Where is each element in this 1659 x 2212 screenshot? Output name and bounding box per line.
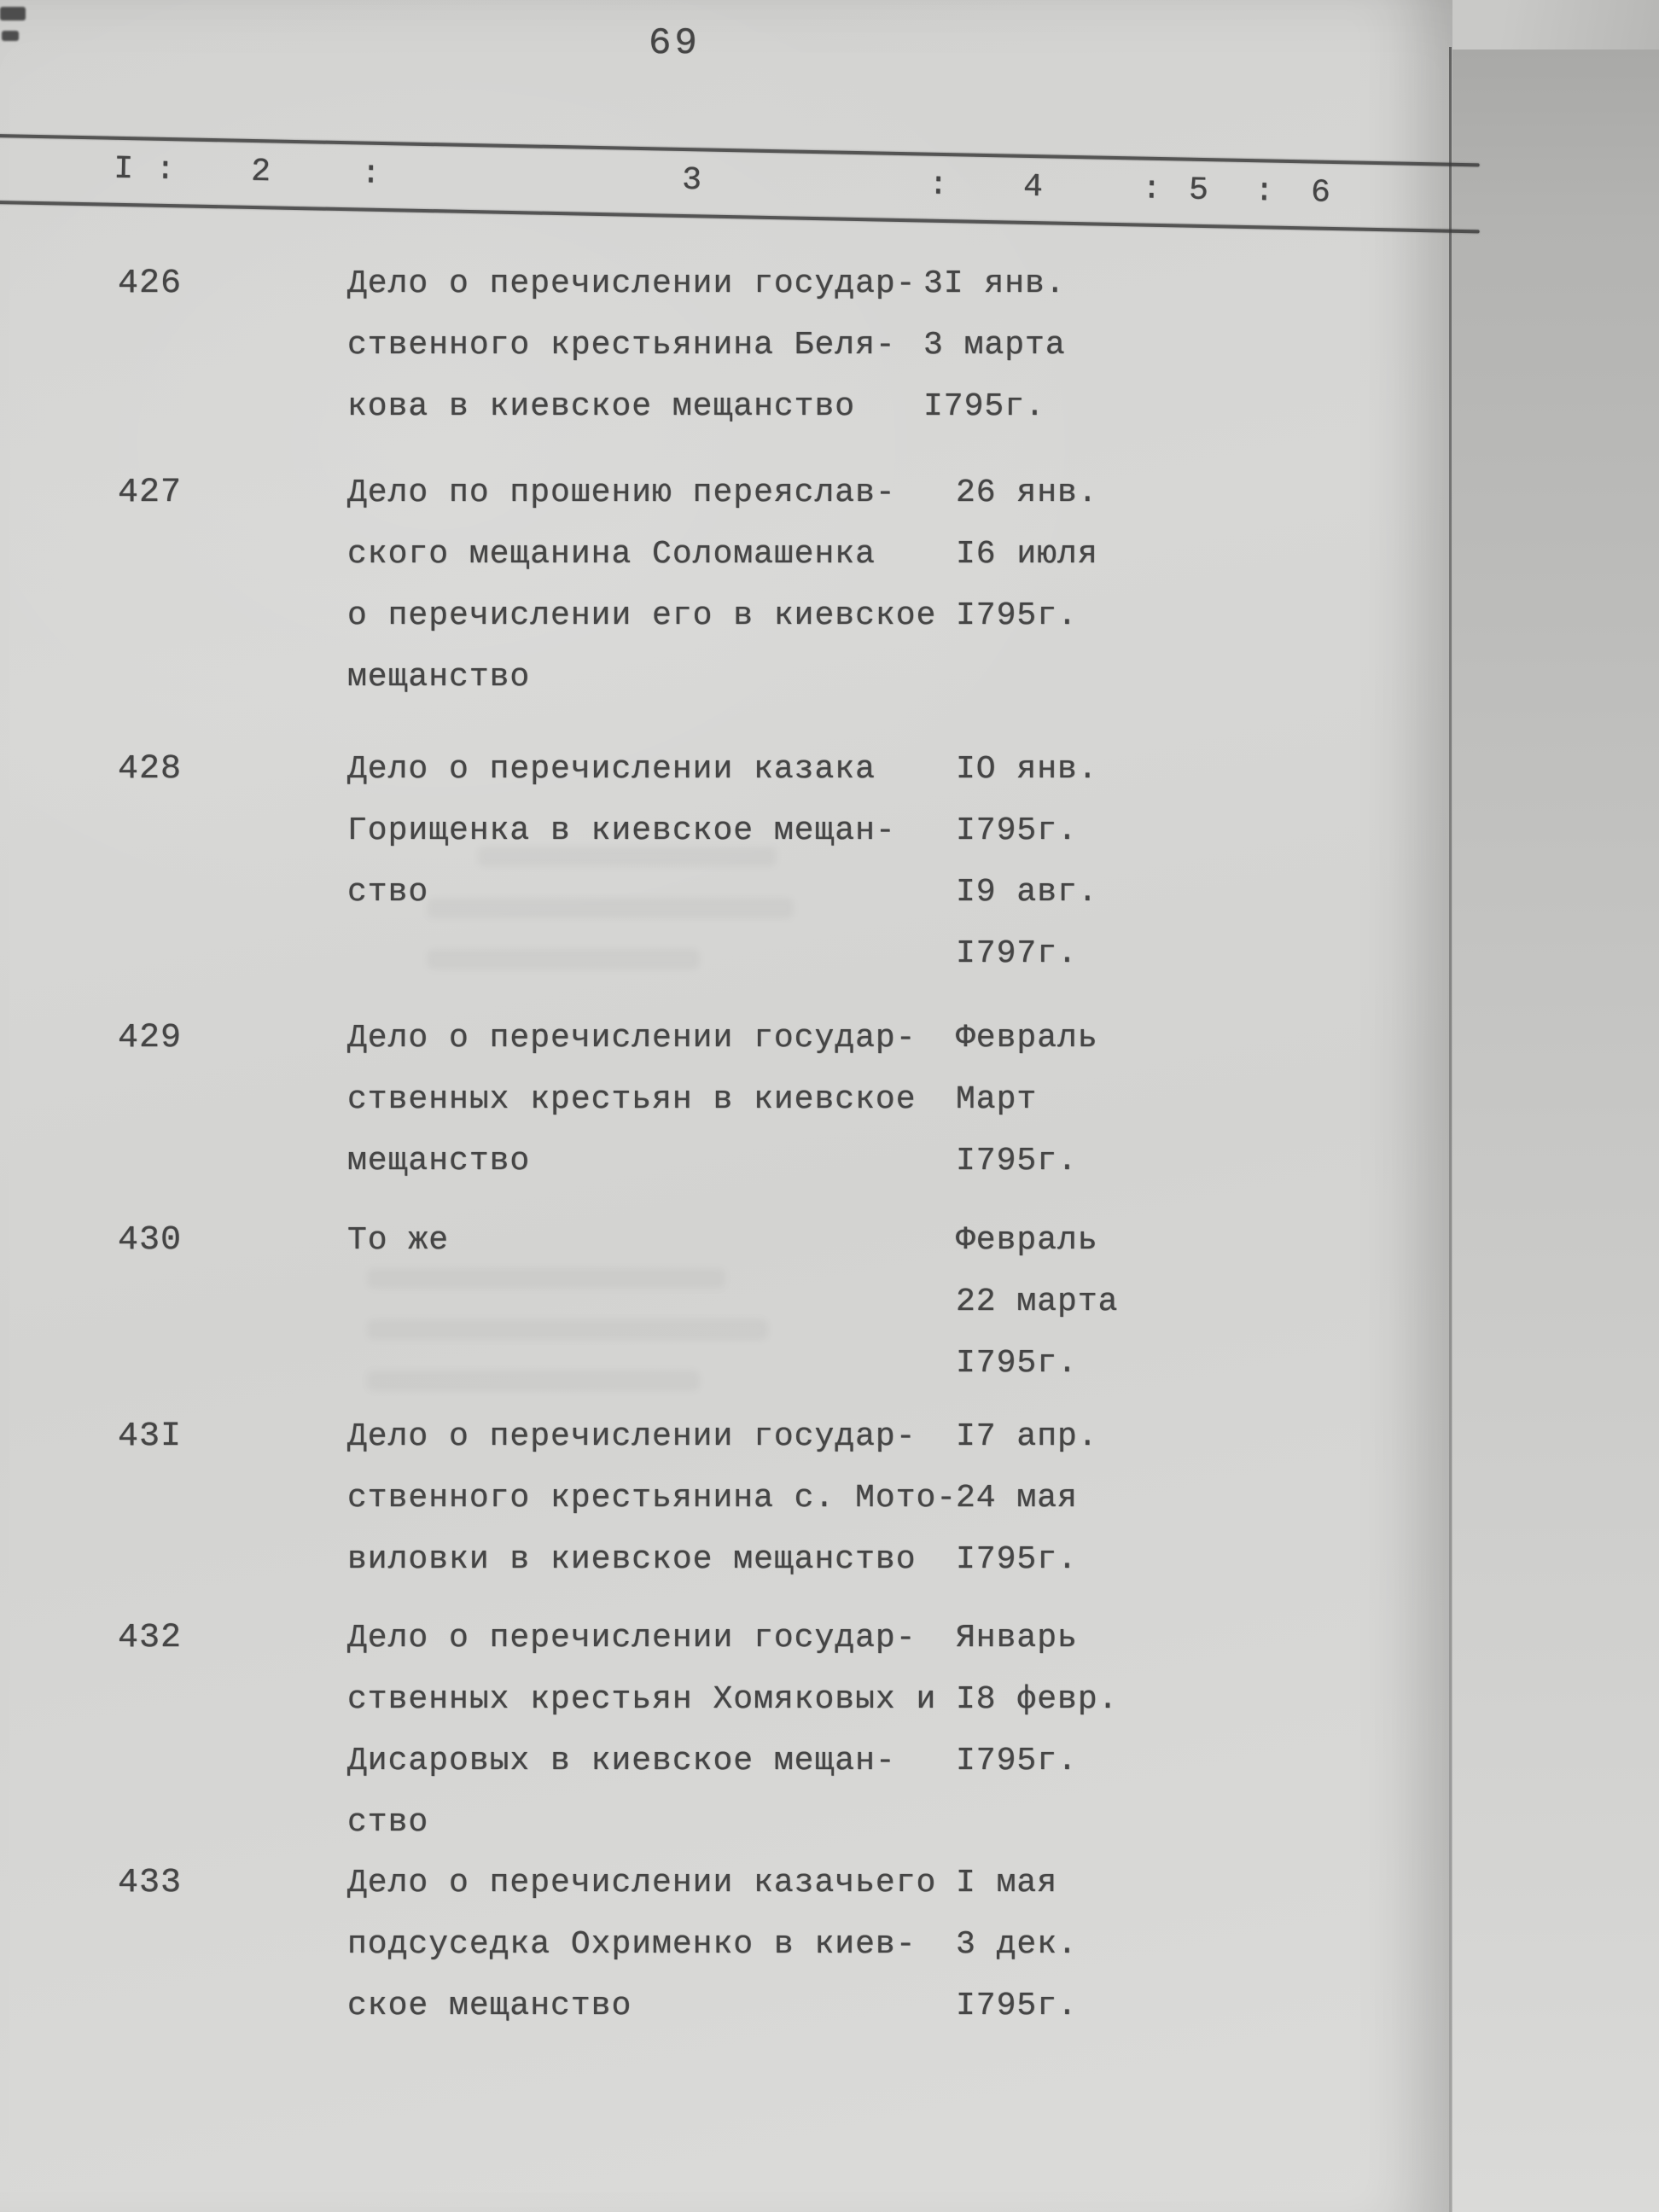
description-line: о перечислении его в киевское [347, 597, 937, 634]
entry-description [347, 739, 965, 923]
column-separator: : [1141, 171, 1163, 208]
description-line: ство [347, 874, 429, 911]
page-edge [1449, 47, 1452, 2212]
date-line: I7 апр. [956, 1418, 1098, 1455]
column-header-6: 6 [1310, 174, 1332, 212]
entry-dates [956, 1608, 1229, 1792]
entry-description [347, 463, 965, 708]
entry-number: 428 [118, 750, 183, 789]
description-line: Дисаровых в киевское мещан- [347, 1743, 896, 1779]
scan-artifact [2, 31, 19, 41]
entry-number: 432 [118, 1619, 183, 1657]
description-line: Дело о перечислении казачьего [347, 1865, 937, 1901]
date-line: I8 февр. [956, 1681, 1119, 1718]
scan-artifact [0, 7, 26, 20]
entry-dates [956, 463, 1229, 647]
entry-description [347, 253, 965, 438]
date-line: Март [956, 1081, 1038, 1118]
entry-number: 429 [118, 1019, 183, 1057]
bleed-through-ghost [367, 1371, 700, 1391]
column-separator: : [154, 151, 177, 189]
description-line: Дело о перечислении казака [347, 751, 876, 788]
description-line: ское мещанство [347, 1988, 632, 2024]
column-header-4: 4 [1022, 168, 1045, 207]
description-line: мещанство [347, 659, 531, 696]
description-line: То же [347, 1222, 450, 1259]
entry-dates [923, 253, 1196, 438]
entry-number: 430 [118, 1221, 183, 1260]
entry-dates [956, 739, 1229, 985]
description-line: ственного крестьянина Беля- [347, 327, 896, 364]
date-line: I795г. [956, 597, 1078, 634]
entry-number: 43I [118, 1417, 183, 1456]
date-line: I9 авг. [956, 874, 1098, 911]
entry-dates [956, 1853, 1229, 2037]
entry-number: 427 [118, 474, 183, 512]
entry-description [347, 1210, 965, 1272]
date-line: I795г. [956, 1988, 1078, 2024]
date-line: 24 мая [956, 1480, 1078, 1516]
description-line: кова в киевское мещанство [347, 388, 856, 425]
scanner-background-top-corner [1437, 0, 1659, 49]
description-line: Дело о перечислении государ- [347, 1620, 917, 1656]
column-separator: : [928, 166, 950, 204]
column-separator: : [360, 155, 382, 193]
date-line: Февраль [956, 1222, 1098, 1259]
description-line: ственных крестьян в киевское [347, 1081, 917, 1118]
entry-number: 426 [118, 265, 183, 303]
description-line: Дело по прошению переяслав- [347, 474, 896, 511]
description-line: ство [347, 1804, 429, 1841]
date-line: Январь [956, 1620, 1078, 1656]
description-line: ского мещанина Соломашенка [347, 536, 876, 573]
date-line: I795г. [923, 388, 1045, 425]
column-header-1: I [113, 150, 135, 189]
description-line: мещанство [347, 1143, 531, 1179]
column-header-3: 3 [681, 161, 703, 200]
date-line: 3 дек. [956, 1926, 1078, 1963]
table-column-header [0, 137, 1451, 227]
description-line: ственных крестьян Хомяковых и [347, 1681, 937, 1718]
description-line: Дело о перечислении государ- [347, 1020, 917, 1057]
entry-description [347, 1608, 965, 1854]
column-header-2: 2 [250, 153, 272, 191]
date-line: I795г. [956, 812, 1078, 849]
date-line: I795г. [956, 1345, 1078, 1382]
date-line: I мая [956, 1865, 1058, 1901]
date-line: 3 марта [923, 327, 1066, 364]
date-line: I6 июля [956, 536, 1098, 573]
entry-description [347, 1406, 965, 1591]
description-line: подсуседка Охрименко в киев- [347, 1926, 917, 1963]
description-line: Дело о перечислении государ- [347, 1418, 917, 1455]
entry-dates [956, 1406, 1229, 1591]
description-line: Дело о перечислении государ- [347, 265, 917, 302]
date-line: 3I янв. [923, 265, 1066, 302]
description-line: ственного крестьянина с. Мото- [347, 1480, 958, 1516]
page-number: 69 [649, 22, 701, 65]
entry-dates [956, 1210, 1229, 1394]
entry-description [347, 1008, 965, 1192]
bleed-through-ghost [427, 949, 700, 969]
date-line: 22 марта [956, 1284, 1119, 1320]
description-line: виловки в киевское мещанство [347, 1541, 917, 1578]
date-line: IO янв. [956, 751, 1098, 788]
entry-dates [956, 1008, 1229, 1192]
entry-number: 433 [118, 1864, 183, 1902]
column-separator: : [1254, 173, 1276, 211]
column-header-5: 5 [1188, 172, 1210, 209]
date-line: I795г. [956, 1541, 1078, 1578]
date-line: I795г. [956, 1743, 1078, 1779]
date-line: Февраль [956, 1020, 1098, 1057]
description-line: Горищенка в киевское мещан- [347, 812, 896, 849]
date-line: I795г. [956, 1143, 1078, 1179]
date-line: I797г. [956, 935, 1078, 972]
bleed-through-ghost [367, 1319, 768, 1340]
entry-description [347, 1853, 965, 2037]
date-line: 26 янв. [956, 474, 1098, 511]
